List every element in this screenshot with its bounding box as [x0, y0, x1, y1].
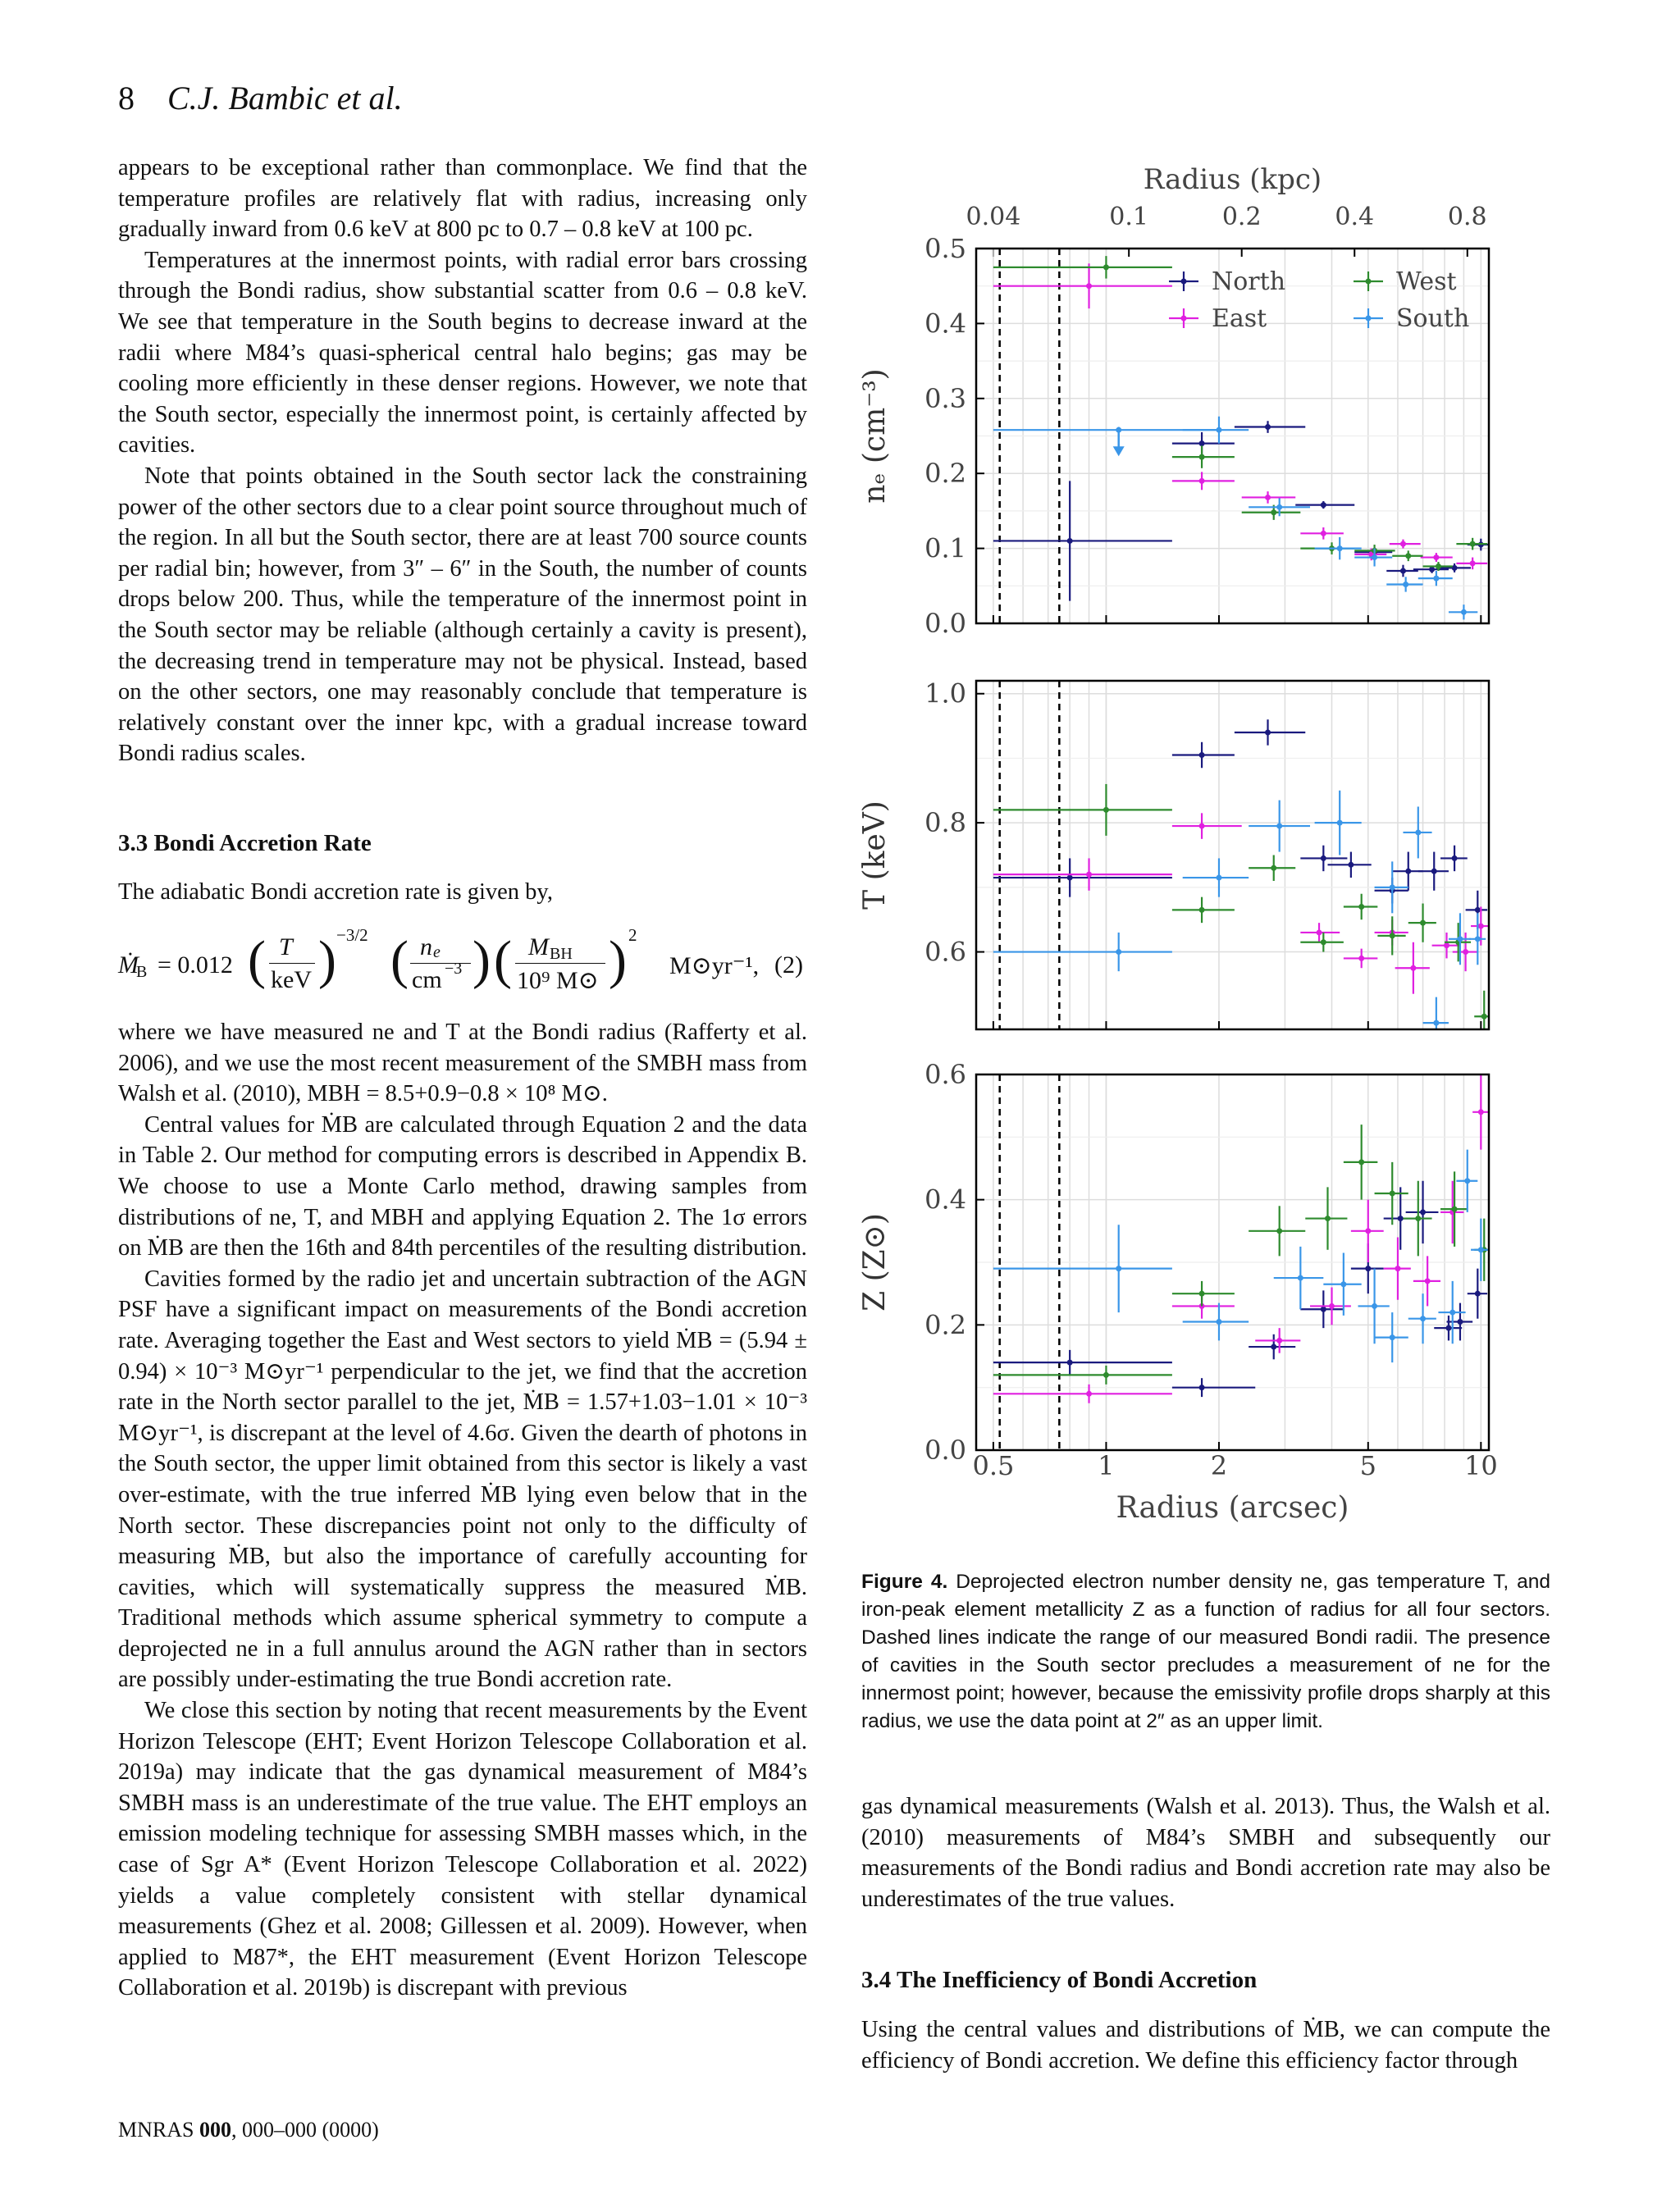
marker-north — [1199, 1385, 1205, 1390]
marker-south — [1461, 609, 1467, 615]
marker-east — [1276, 1338, 1282, 1344]
marker-east — [1433, 554, 1439, 560]
marker-east — [1444, 942, 1449, 948]
top-tick-label: 0.8 — [1447, 203, 1487, 231]
eq-T: T — [279, 933, 293, 960]
figure-4 — [845, 156, 1567, 1534]
top-tick-label: 0.4 — [1335, 203, 1375, 231]
panel-ne — [858, 233, 1489, 639]
marker-north — [1457, 1319, 1463, 1325]
y-tick-label: 0.4 — [924, 308, 966, 340]
marker-west — [1325, 1216, 1331, 1221]
marker-south — [1475, 936, 1481, 942]
eq-mbh-sub: BH — [550, 945, 573, 963]
section-heading-3-3: 3.3 Bondi Accretion Rate — [118, 830, 372, 856]
footer-volume: 000 — [199, 2118, 231, 2142]
marker-south — [1420, 1316, 1426, 1321]
marker-west — [1321, 939, 1326, 945]
eq-cm: cm — [412, 966, 442, 993]
x-tick-label: 1 — [1098, 1450, 1115, 1481]
marker-north — [1475, 907, 1481, 913]
bondi-equation — [118, 925, 807, 1002]
marker-west — [1103, 264, 1109, 270]
running-title: C.J. Bambic et al. — [167, 80, 403, 116]
legend-label-south: South — [1396, 304, 1470, 333]
top-axis-label: Radius (kpc) — [1143, 163, 1322, 196]
marker-west — [1358, 904, 1364, 910]
legend-marker — [1181, 316, 1187, 322]
marker-north — [1398, 1216, 1404, 1221]
eq-number: (2) — [774, 951, 803, 979]
paren: ( — [494, 930, 512, 990]
marker-south — [1337, 545, 1343, 551]
marker-north — [1321, 855, 1326, 861]
marker-north — [1067, 538, 1073, 544]
marker-west — [1405, 553, 1411, 559]
marker-east — [1199, 478, 1205, 484]
figure-caption — [861, 1568, 1550, 1736]
marker-south — [1457, 936, 1463, 942]
eq-lhs-sub: B — [136, 963, 148, 981]
marker-north — [1405, 869, 1411, 874]
right-paragraph: gas dynamical measurements (Walsh et al. 2013). Thus, the Walsh et al. (2010) measurements of M84’s SMBH and subsequently our measurements of the Bondi radius and Bondi accretion rate may also be underestimates of the true values. — [861, 1794, 1550, 1912]
marker-south — [1478, 1247, 1484, 1252]
eq-ne: n — [420, 933, 432, 960]
section-heading-3-4: 3.4 The Inefficiency of Bondi Accretion — [861, 1967, 1258, 1993]
legend-marker — [1366, 279, 1372, 285]
marker-north — [1067, 875, 1073, 881]
marker-west — [1390, 933, 1395, 938]
marker-north — [1265, 729, 1271, 735]
y-axis-label: T (keV) — [858, 801, 892, 910]
y-axis-label: nₑ (cm⁻³) — [858, 368, 892, 504]
paren: ) — [472, 930, 491, 990]
marker-east — [1265, 495, 1271, 500]
left-column — [118, 153, 807, 769]
y-tick-label: 0.2 — [924, 1309, 966, 1341]
marker-south — [1372, 554, 1377, 560]
y-tick-label: 0.0 — [924, 1435, 966, 1466]
marker-south — [1433, 576, 1439, 582]
y-tick-label: 0.0 — [924, 608, 966, 639]
x-tick-label: 10 — [1463, 1450, 1498, 1481]
marker-south — [1216, 875, 1221, 881]
caption-text: Deprojected electron number density ne, gas temperature T, and iron-peak element metallicity Z as a function of radius for all four sectors. Dashed lines indicate the range of our measured Bondi radii. The presence of cavities in the South sector precludes a measurement of ne for the innermost point; however, because the emissivity profile drops sharply at this radius, we use the data point at 2″ as an upper limit. — [861, 1571, 1551, 1732]
marker-east — [1410, 965, 1416, 971]
marker-south — [1116, 949, 1121, 955]
marker-east — [1478, 924, 1484, 929]
paragraph: Temperatures at the innermost points, with radial error bars crossing through the Bondi radius, show substantial scatter from 0.6 – 0.8 keV. We see that temperature in the South begins to decrease inward at the radii where M84’s quasi-spherical central halo begins; gas may be cooling more efficiently in these denser regions. However, we note that the South sector, especially the innermost point, is certainly affected by cavities. — [118, 247, 807, 458]
paragraph: appears to be exceptional rather than commonplace. We find that the temperature profiles are relatively flat with radius, increasing only gradually inward from 0.6 keV at 800 pc to 0.7 – 0.8 keV at 100 pc. — [118, 155, 807, 243]
eq-mbh-den: 10⁹ M⊙ — [517, 967, 599, 994]
upper-limit-arrowhead — [1113, 446, 1125, 456]
marker-north — [1265, 424, 1271, 430]
eq-exp2: 2 — [628, 925, 637, 945]
eq-mbh: M — [528, 933, 549, 960]
marker-east — [1365, 1228, 1371, 1234]
paren: ) — [318, 930, 336, 990]
marker-south — [1433, 1020, 1439, 1026]
marker-west — [1199, 454, 1205, 460]
eq-coefficient: = 0.012 — [158, 951, 233, 979]
marker-north — [1431, 869, 1437, 874]
marker-south — [1403, 582, 1408, 587]
panel-Z — [858, 1059, 1489, 1466]
equation-intro: The adiabatic Bondi accretion rate is given by, — [118, 879, 553, 905]
marker-south — [1216, 427, 1221, 433]
x-tick-label: 2 — [1210, 1450, 1228, 1481]
page-footer — [118, 2118, 379, 2142]
marker-west — [1276, 1228, 1282, 1234]
x-tick-label: 5 — [1359, 1450, 1376, 1481]
page-header — [118, 79, 403, 117]
legend-label-east: East — [1212, 304, 1267, 333]
top-tick-label: 0.04 — [966, 203, 1021, 231]
footer-pages: , 000–000 (0000) — [231, 2118, 379, 2142]
eq-exp1: −3/2 — [336, 925, 368, 945]
y-tick-label: 0.3 — [924, 382, 966, 414]
marker-south — [1390, 884, 1395, 890]
y-tick-label: 0.2 — [924, 458, 966, 490]
marker-north — [1445, 1325, 1451, 1331]
y-tick-label: 0.6 — [924, 936, 966, 968]
marker-north — [1321, 1307, 1326, 1312]
marker-west — [1103, 807, 1109, 813]
marker-north — [1199, 440, 1205, 446]
marker-west — [1420, 920, 1426, 926]
top-tick-label: 0.1 — [1109, 203, 1149, 231]
marker-east — [1470, 560, 1476, 566]
y-axis-label: Z (Z⊙) — [858, 1213, 892, 1312]
marker-north — [1348, 862, 1354, 868]
marker-west — [1481, 1014, 1487, 1020]
marker-west — [1199, 907, 1205, 913]
marker-east — [1199, 823, 1205, 829]
y-tick-label: 1.0 — [924, 677, 966, 709]
marker-north — [1321, 502, 1326, 508]
x-tick-label: 0.5 — [972, 1450, 1015, 1481]
marker-south — [1372, 1303, 1377, 1309]
paren: ( — [248, 930, 266, 990]
marker-north — [1067, 1360, 1073, 1366]
marker-east — [1400, 541, 1406, 547]
frac-bar — [515, 963, 605, 964]
paragraph: where we have measured ne and T at the Bondi radius (Rafferty et al. 2006), and we use the most recent measurement of the SMBH mass from Walsh et al. (2010), MBH = 8.5+0.9−0.8 × 10⁸ M⊙. — [118, 1020, 807, 1107]
marker-north — [1420, 1209, 1426, 1215]
marker-south — [1340, 1281, 1346, 1287]
legend-marker — [1366, 316, 1372, 322]
marker-north — [1271, 1344, 1276, 1350]
marker-west — [1415, 1216, 1421, 1221]
panel-frame — [976, 681, 1489, 1029]
marker-east — [1478, 1109, 1484, 1115]
eq-keV: keV — [271, 966, 312, 993]
y-tick-label: 0.6 — [924, 1059, 966, 1090]
frac-bar — [269, 963, 315, 964]
eq-lhs: Ṁ — [118, 951, 139, 979]
marker-south — [1415, 829, 1421, 835]
paren: ) — [609, 930, 627, 990]
marker-east — [1358, 956, 1364, 961]
marker-east — [1463, 949, 1468, 955]
section-3-4-text: Using the central values and distributions of ṀB, we can compute the efficiency of Bondi accretion. We define this efficiency factor through — [861, 2017, 1550, 2073]
left-column-lower — [118, 1017, 807, 2004]
marker-south — [1216, 1319, 1221, 1325]
legend-label-west: West — [1396, 267, 1457, 296]
marker-south — [1337, 820, 1343, 826]
eq-cm-exp: −3 — [445, 960, 463, 978]
marker-north — [1400, 568, 1406, 574]
marker-north — [1199, 752, 1205, 758]
paragraph: Note that points obtained in the South sector lack the constraining power of the other sectors due to a clear point source throughout much of the region. In all but the South sector, there are at least 700 source counts per radial bin; however, from 3″ – 6″ in the South, the number of counts drops below 200. Thus, while the temperature of the innermost point in the South sector may be reliable (although certainly a cavity is present), the decreasing trend in temperature may not be physical. Instead, based on the other sectors, one may reasonably conclude that temperature is relatively constant over the inner kpc, with a gradual increase toward Bondi radius scales. — [118, 463, 807, 767]
marker-west — [1199, 1291, 1205, 1297]
marker-south — [1449, 1310, 1455, 1316]
marker-west — [1271, 509, 1276, 515]
y-tick-label: 0.4 — [924, 1184, 966, 1216]
marker-east — [1317, 929, 1322, 935]
marker-west — [1452, 1207, 1458, 1212]
y-tick-label: 0.5 — [924, 233, 966, 264]
x-axis-label: Radius (arcsec) — [1116, 1491, 1349, 1525]
marker-west — [1436, 563, 1441, 569]
marker-north — [1452, 855, 1458, 861]
marker-east — [1321, 531, 1326, 536]
caption-label: Figure 4. — [861, 1571, 948, 1593]
top-tick-label: 0.2 — [1221, 203, 1262, 231]
footer-journal: MNRAS — [118, 2118, 194, 2142]
paragraph: Cavities formed by the radio jet and uncertain subtraction of the AGN PSF have a significant impact on measurements of the Bondi accretion rate. Averaging together the East and West sectors to yield ṀB = (5.94 ± 0.94) × 10⁻³ M⊙yr⁻¹ perpendicular to the jet, we find that the accretion rate in the North sector parallel to the jet, ṀB = 1.57+1.03−1.01 × 10⁻³ M⊙yr⁻¹, is discrepant at the level of 4.6σ. Given the dearth of photons in the South sector, the upper limit obtained from this sector is likely a vast over-estimate, with the true inferred ṀB lying even below that in the North sector. These discrepancies point not only to the difficulty of measuring ṀB, but also the importance of carefully accounting for cavities, which will systematically suppress the measured ṀB. Traditional methods which assume spherical symmetry to compute a deprojected ne in a full annulus around the AGN rather than in sectors are possibly under-estimating the true Bondi accretion rate. — [118, 1266, 807, 1693]
y-tick-label: 0.8 — [924, 807, 966, 839]
paragraph: Central values for ṀB are calculated through Equation 2 and the data in Table 2. Our method for computing errors is described in Appendix B. We choose to use a Monte Carlo method, drawing samples from distributions of ne, T, and MBH and applying Equation 2. The 1σ errors on ṀB are then the 16th and 84th percentiles of the resulting distribution. — [118, 1111, 807, 1261]
paragraph: We close this section by noting that recent measurements by the Event Horizon Telescope (EHT; Event Horizon Telescope Collaboration et al. 2019a) may indicate that the gas dynamical measurement of M84’s SMBH mass is an underestimate of the true value. The EHT employs an emission modeling technique for assessing SMBH masses which, in the case of Sgr A* (Event Horizon Telescope Collaboration et al. 2022) yields a value completely consistent with stellar dynamical measurements (Ghez et al. 2008; Gillessen et al. 2009). However, when applied to M87*, the EHT measurement (Event Horizon Telescope Collaboration et al. 2019b) is discrepant with previous — [118, 1698, 807, 2001]
marker-south — [1390, 1334, 1395, 1340]
marker-south — [1464, 1178, 1470, 1184]
marker-east — [1086, 872, 1092, 878]
marker-west — [1358, 1159, 1364, 1165]
marker-north — [1365, 1266, 1371, 1271]
marker-west — [1390, 1191, 1395, 1197]
marker-east — [1329, 1303, 1335, 1309]
eq-ne-sub: e — [433, 943, 441, 961]
marker-south — [1116, 1266, 1121, 1271]
marker-east — [1086, 1391, 1092, 1397]
marker-south — [1298, 1275, 1303, 1281]
legend-label-north: North — [1212, 267, 1286, 296]
marker-east — [1395, 1266, 1400, 1271]
marker-west — [1271, 865, 1276, 871]
marker-south — [1276, 504, 1282, 510]
eq-units: M⊙yr⁻¹, — [669, 952, 760, 979]
marker-east — [1086, 283, 1092, 289]
marker-north — [1429, 567, 1435, 573]
marker-west — [1470, 541, 1476, 547]
marker-west — [1103, 1372, 1109, 1378]
legend-marker — [1181, 279, 1187, 285]
page-number: 8 — [118, 80, 135, 116]
marker-south — [1276, 823, 1282, 829]
marker-north — [1475, 1291, 1481, 1297]
marker-east — [1425, 1278, 1431, 1284]
panel-T — [858, 678, 1489, 1029]
paren: ( — [390, 930, 409, 990]
y-tick-label: 0.1 — [924, 532, 966, 564]
